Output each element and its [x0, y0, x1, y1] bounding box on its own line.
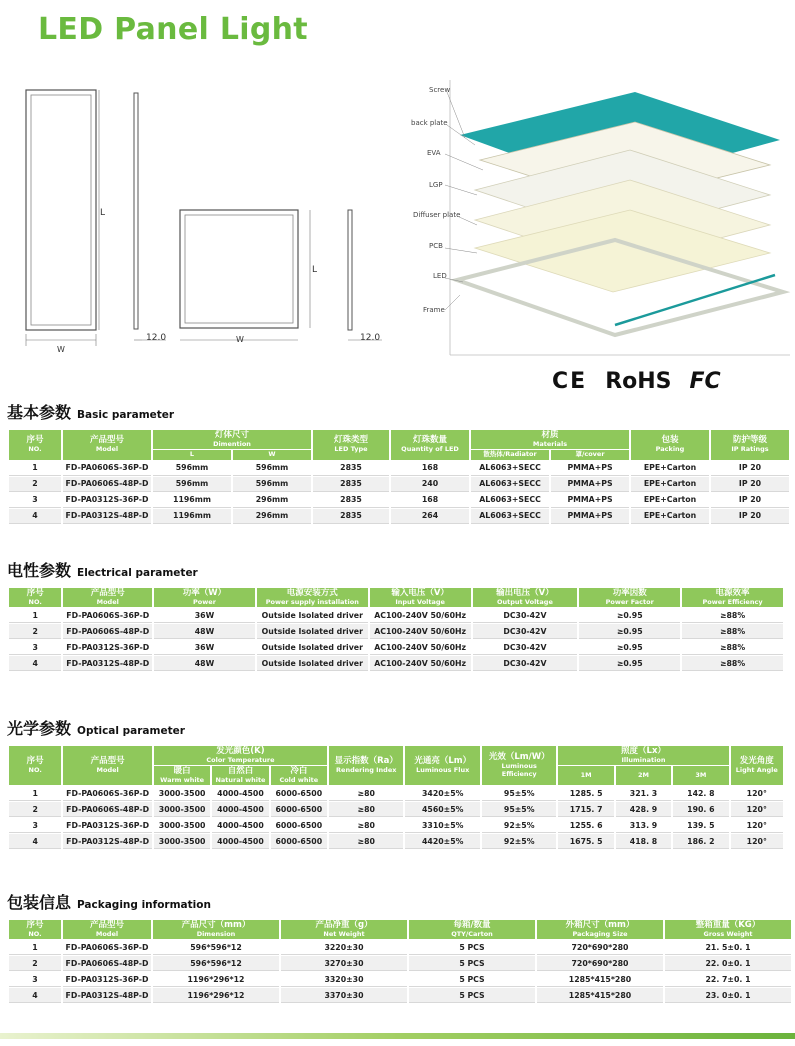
cell-W: 296mm [233, 493, 311, 508]
cell-vout: DC30-42V [473, 656, 578, 671]
cell-cover: PMMA+PS [551, 493, 629, 508]
section-title-en: Basic parameter [77, 409, 175, 421]
cell-rad: AL6063+SECC [471, 493, 549, 508]
cell-ra: ≥80 [329, 802, 403, 817]
cell-install: Outside Isolated driver [257, 640, 368, 655]
cell-no: 2 [9, 624, 61, 639]
cell-cover: PMMA+PS [551, 509, 629, 524]
label-back-plate: back plate [411, 119, 448, 127]
cell-power: 48W [154, 656, 255, 671]
table-row [9, 786, 783, 801]
cell-no: 2 [9, 477, 61, 492]
cell-qty: 5 PCS [409, 972, 535, 987]
cell-no: 2 [9, 956, 61, 971]
cell-model: FD-PA0312S-48P-D [63, 834, 152, 849]
section-title-en: Electrical parameter [77, 567, 198, 579]
label-screw: Screw [429, 86, 451, 94]
cell-qty: 5 PCS [409, 988, 535, 1003]
cell-type: 2835 [313, 509, 389, 524]
cell-eff: ≥88% [682, 608, 783, 623]
col-dimension: 灯体尺寸 Dimention [153, 430, 311, 449]
cell-eff: 92±5% [482, 818, 556, 833]
cell-eff: 95±5% [482, 786, 556, 801]
optical-parameter-section [7, 716, 785, 850]
basic-parameter-table [7, 429, 791, 525]
cell-no: 4 [9, 656, 61, 671]
cell-m1: 1675. 5 [558, 834, 613, 849]
col-model: 产品型号 Model [63, 430, 151, 460]
section-title-cn: 基本参数 [7, 403, 72, 422]
col-no: 序号 NO. [9, 920, 61, 939]
cell-psize: 720*690*280 [537, 956, 663, 971]
cell-no: 3 [9, 640, 61, 655]
col-warm: 暖白 Warm white [154, 766, 210, 785]
cell-no: 1 [9, 786, 61, 801]
col-illumination: 照度（Lx） Illumination [558, 746, 728, 765]
cell-model: FD-PA0606S-36P-D [63, 940, 151, 955]
cell-cold: 6000-6500 [271, 834, 327, 849]
cell-rad: AL6063+SECC [471, 477, 549, 492]
cell-flux: 4560±5% [405, 802, 479, 817]
col-install: 电源安装方式 Power supply installation [257, 588, 368, 607]
cell-pf: ≥0.95 [579, 624, 680, 639]
table-row [9, 834, 783, 849]
cell-eff: 95±5% [482, 802, 556, 817]
cell-angle: 120° [731, 834, 783, 849]
cell-pack: EPE+Carton [631, 477, 709, 492]
cell-ra: ≥80 [329, 834, 403, 849]
cell-power: 36W [154, 608, 255, 623]
col-cover: 罩/cover [551, 450, 629, 459]
cell-pack: EPE+Carton [631, 461, 709, 476]
section-title-cn: 包装信息 [7, 893, 72, 912]
col-no: 序号 NO. [9, 430, 61, 460]
cell-type: 2835 [313, 493, 389, 508]
cell-type: 2835 [313, 477, 389, 492]
cell-nat: 4000-4500 [212, 834, 268, 849]
cell-flux: 3310±5% [405, 818, 479, 833]
cell-install: Outside Isolated driver [257, 608, 368, 623]
col-color-temp: 发光颜色(K) Color Temperature [154, 746, 327, 765]
cell-model: FD-PA0606S-48P-D [63, 477, 151, 492]
cell-no: 2 [9, 802, 61, 817]
cell-no: 1 [9, 608, 61, 623]
table-row [9, 509, 789, 524]
cell-power: 48W [154, 624, 255, 639]
cell-nat: 4000-4500 [212, 786, 268, 801]
col-model: 产品型号 Model [63, 746, 152, 785]
cell-nw: 3220±30 [281, 940, 407, 955]
table-row [9, 624, 783, 639]
col-dim-W: W [233, 450, 311, 459]
cell-eff: ≥88% [682, 624, 783, 639]
cell-angle: 120° [731, 802, 783, 817]
cell-eff: ≥88% [682, 656, 783, 671]
cell-L: 596mm [153, 461, 231, 476]
cell-model: FD-PA0606S-36P-D [63, 786, 152, 801]
cell-model: FD-PA0312S-36P-D [63, 818, 152, 833]
electrical-parameter-table [7, 587, 785, 672]
page-title: LED Panel Light [38, 12, 308, 47]
cell-gw: 23. 0±0. 1 [665, 988, 791, 1003]
dim-L-label-2: L [312, 265, 318, 275]
col-natural: 自然白 Natural white [212, 766, 268, 785]
bottom-accent-bar [0, 1033, 795, 1039]
cell-dim: 1196*296*12 [153, 988, 279, 1003]
table-row [9, 477, 789, 492]
col-no: 序号 NO. [9, 588, 61, 607]
table-row [9, 940, 791, 955]
cell-ip: IP 20 [711, 493, 789, 508]
col-power: 功率（W） Power [154, 588, 255, 607]
certification-marks [552, 369, 721, 394]
cell-no: 1 [9, 461, 61, 476]
col-gross-weight: 整箱重量（KG） Gross Weight [665, 920, 791, 939]
cell-psize: 720*690*280 [537, 940, 663, 955]
cell-ra: ≥80 [329, 818, 403, 833]
cell-no: 3 [9, 972, 61, 987]
col-ip: 防护等级 IP Ratings [711, 430, 789, 460]
table-row [9, 656, 783, 671]
cell-nw: 3320±30 [281, 972, 407, 987]
cell-W: 596mm [233, 461, 311, 476]
cell-W: 296mm [233, 509, 311, 524]
dim-L-label-1: L [100, 208, 106, 218]
col-cold: 冷白 Cold white [271, 766, 327, 785]
cell-m1: 1715. 7 [558, 802, 613, 817]
cell-vout: DC30-42V [473, 624, 578, 639]
col-vout: 输出电压（V） Output Voltage [473, 588, 578, 607]
table-row [9, 802, 783, 817]
col-vin: 输入电压（V） Input Voltage [370, 588, 471, 607]
cell-nat: 4000-4500 [212, 818, 268, 833]
col-flux: 光通亮（Lm） Luminous Flux [405, 746, 479, 785]
cell-vin: AC100-240V 50/60Hz [370, 624, 471, 639]
cell-L: 1196mm [153, 493, 231, 508]
cell-qty: 168 [391, 493, 469, 508]
cell-cover: PMMA+PS [551, 477, 629, 492]
ce-mark: CE [552, 369, 588, 394]
col-packaging-size: 外箱尺寸（mm） Packaging Size [537, 920, 663, 939]
col-dimension: 产品尺寸（mm） Dimension [153, 920, 279, 939]
cell-dim: 596*596*12 [153, 956, 279, 971]
col-ra: 显示指数（Ra） Rendering Index [329, 746, 403, 785]
cell-model: FD-PA0312S-48P-D [63, 656, 152, 671]
basic-parameter-section [7, 400, 785, 525]
cell-dim: 1196*296*12 [153, 972, 279, 987]
cell-ip: IP 20 [711, 461, 789, 476]
table-row [9, 988, 791, 1003]
col-materials: 材质 Materials [471, 430, 629, 449]
cell-install: Outside Isolated driver [257, 624, 368, 639]
table-row [9, 972, 791, 987]
cell-model: FD-PA0606S-48P-D [63, 624, 152, 639]
cell-gw: 22. 0±0. 1 [665, 956, 791, 971]
cell-vin: AC100-240V 50/60Hz [370, 640, 471, 655]
cell-model: FD-PA0312S-48P-D [63, 509, 151, 524]
col-radiator: 散热体/Radiator [471, 450, 549, 459]
col-model: 产品型号 Model [63, 588, 152, 607]
cell-power: 36W [154, 640, 255, 655]
cell-flux: 4420±5% [405, 834, 479, 849]
col-pf: 功率因数 Power Factor [579, 588, 680, 607]
col-model: 产品型号 Model [63, 920, 151, 939]
section-title-en: Packaging information [77, 899, 211, 911]
cell-no: 3 [9, 818, 61, 833]
cell-ip: IP 20 [711, 509, 789, 524]
cell-cold: 6000-6500 [271, 818, 327, 833]
col-led-qty: 灯珠数量 Quantity of LED [391, 430, 469, 460]
cell-warm: 3000-3500 [154, 786, 210, 801]
cell-install: Outside Isolated driver [257, 656, 368, 671]
col-2m: 2M [616, 766, 671, 785]
cell-warm: 3000-3500 [154, 818, 210, 833]
packaging-info-section [7, 890, 785, 1004]
cell-model: FD-PA0606S-36P-D [63, 461, 151, 476]
cell-gw: 21. 5±0. 1 [665, 940, 791, 955]
cell-warm: 3000-3500 [154, 802, 210, 817]
cell-nat: 4000-4500 [212, 802, 268, 817]
cell-cold: 6000-6500 [271, 802, 327, 817]
cell-cover: PMMA+PS [551, 461, 629, 476]
cell-model: FD-PA0312S-48P-D [63, 988, 151, 1003]
cell-rad: AL6063+SECC [471, 509, 549, 524]
cell-psize: 1285*415*280 [537, 972, 663, 987]
packaging-info-table [7, 919, 793, 1004]
cell-eff: 92±5% [482, 834, 556, 849]
cell-type: 2835 [313, 461, 389, 476]
label-eva: EVA [427, 149, 441, 157]
thickness-label-1: 12.0 [146, 333, 167, 343]
cell-qty: 168 [391, 461, 469, 476]
cell-m2: 428. 9 [616, 802, 671, 817]
section-title-cn: 电性参数 [7, 561, 72, 580]
exploded-view-diagram [405, 70, 795, 370]
cell-angle: 120° [731, 818, 783, 833]
cell-rad: AL6063+SECC [471, 461, 549, 476]
section-title-cn: 光学参数 [7, 719, 72, 738]
fc-mark: FC [689, 369, 721, 394]
cell-pack: EPE+Carton [631, 509, 709, 524]
cell-model: FD-PA0606S-48P-D [63, 802, 152, 817]
col-no: 序号 NO. [9, 746, 61, 785]
table-row [9, 640, 783, 655]
col-dim-L: L [153, 450, 231, 459]
table-row [9, 493, 789, 508]
cell-angle: 120° [731, 786, 783, 801]
cell-vin: AC100-240V 50/60Hz [370, 608, 471, 623]
optical-parameter-table [7, 745, 785, 850]
col-net-weight: 产品净重（g） Net Weight [281, 920, 407, 939]
cell-m2: 321. 3 [616, 786, 671, 801]
cell-flux: 3420±5% [405, 786, 479, 801]
cell-vout: DC30-42V [473, 640, 578, 655]
cell-m1: 1255. 6 [558, 818, 613, 833]
cell-no: 3 [9, 493, 61, 508]
cell-ip: IP 20 [711, 477, 789, 492]
cell-m2: 313. 9 [616, 818, 671, 833]
label-pcb: PCB [429, 242, 443, 250]
col-led-type: 灯珠类型 LED Type [313, 430, 389, 460]
cell-vin: AC100-240V 50/60Hz [370, 656, 471, 671]
col-packing: 包装 Packing [631, 430, 709, 460]
cell-nw: 3270±30 [281, 956, 407, 971]
electrical-parameter-section [7, 558, 785, 672]
cell-pf: ≥0.95 [579, 608, 680, 623]
cell-m3: 139. 5 [673, 818, 728, 833]
cell-qty: 264 [391, 509, 469, 524]
cell-no: 4 [9, 834, 61, 849]
col-efficiency: 光效（Lm/W） Luminous Efficiency [482, 746, 556, 785]
cell-ra: ≥80 [329, 786, 403, 801]
cell-dim: 596*596*12 [153, 940, 279, 955]
col-1m: 1M [558, 766, 613, 785]
table-row [9, 818, 783, 833]
col-angle: 发光角度 Light Angle [731, 746, 783, 785]
table-row [9, 461, 789, 476]
cell-qty: 240 [391, 477, 469, 492]
label-led: LED [433, 272, 447, 280]
section-title-en: Optical parameter [77, 725, 185, 737]
cell-model: FD-PA0312S-36P-D [63, 640, 152, 655]
label-lgp: LGP [429, 181, 443, 189]
cell-vout: DC30-42V [473, 608, 578, 623]
col-eff: 电源效率 Power Efficiency [682, 588, 783, 607]
cell-no: 4 [9, 509, 61, 524]
cell-eff: ≥88% [682, 640, 783, 655]
table-row [9, 608, 783, 623]
cell-qty: 5 PCS [409, 940, 535, 955]
cell-L: 1196mm [153, 509, 231, 524]
dim-W-label-1: W [57, 345, 65, 354]
label-frame: Frame [423, 306, 445, 314]
cell-m3: 190. 6 [673, 802, 728, 817]
cell-gw: 22. 7±0. 1 [665, 972, 791, 987]
rohs-mark: RoHS [605, 369, 672, 394]
cell-pack: EPE+Carton [631, 493, 709, 508]
cell-qty: 5 PCS [409, 956, 535, 971]
cell-cold: 6000-6500 [271, 786, 327, 801]
cell-m1: 1285. 5 [558, 786, 613, 801]
cell-m2: 418. 8 [616, 834, 671, 849]
cell-pf: ≥0.95 [579, 656, 680, 671]
cell-no: 1 [9, 940, 61, 955]
thickness-label-2: 12.0 [360, 333, 381, 343]
cell-pf: ≥0.95 [579, 640, 680, 655]
label-diffuser: Diffuser plate [413, 211, 461, 219]
table-row [9, 956, 791, 971]
dim-W-label-2: W [236, 335, 244, 344]
col-3m: 3M [673, 766, 728, 785]
cell-model: FD-PA0606S-48P-D [63, 956, 151, 971]
cell-m3: 142. 8 [673, 786, 728, 801]
col-qty-carton: 每箱/数量 QTY/Carton [409, 920, 535, 939]
cell-W: 596mm [233, 477, 311, 492]
cell-m3: 186. 2 [673, 834, 728, 849]
cell-model: FD-PA0312S-36P-D [63, 493, 151, 508]
cell-warm: 3000-3500 [154, 834, 210, 849]
cell-model: FD-PA0606S-36P-D [63, 608, 152, 623]
cell-L: 596mm [153, 477, 231, 492]
cell-model: FD-PA0312S-36P-D [63, 972, 151, 987]
cell-no: 4 [9, 988, 61, 1003]
cell-nw: 3370±30 [281, 988, 407, 1003]
cell-psize: 1285*415*280 [537, 988, 663, 1003]
